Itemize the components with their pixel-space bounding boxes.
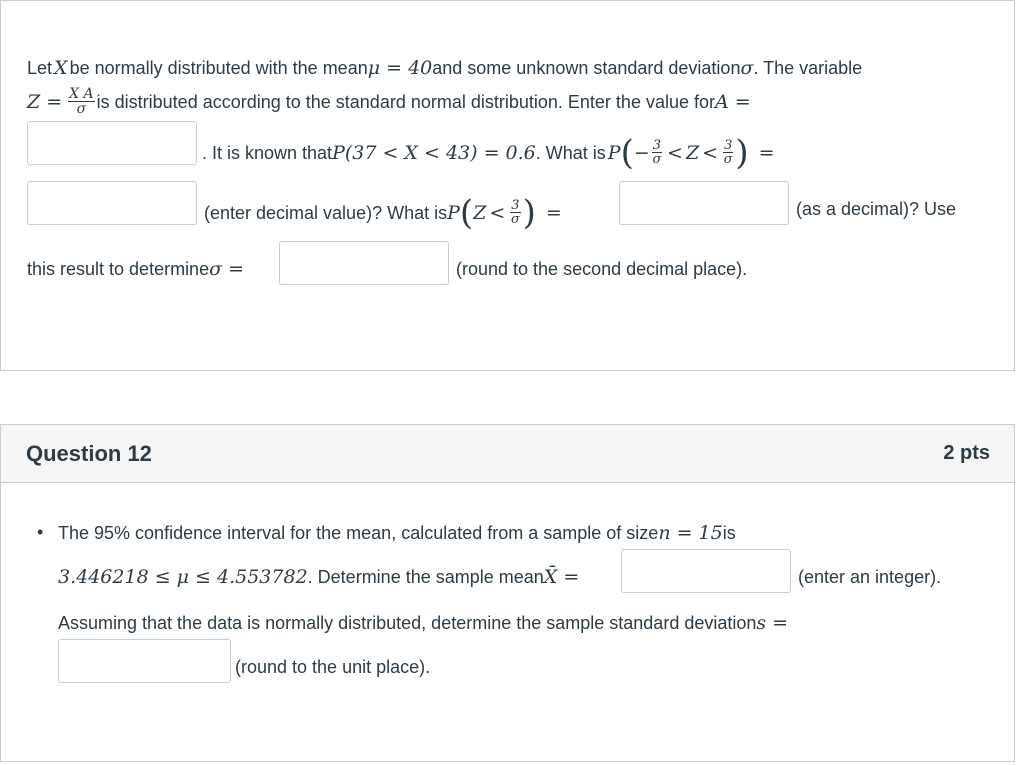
- q11-text: . What is: [535, 143, 606, 163]
- q11-line-2: Z = $\frac{\text{X A}}{\sigma}$ is distributed according to the standard normal distribution. Enter the value for A =: [27, 86, 751, 117]
- q12-line-2b: [798, 566, 941, 588]
- q11-text: (enter decimal value)? What is: [204, 203, 448, 223]
- q11-line-4b: [796, 198, 956, 220]
- q12-line-4: [235, 656, 430, 678]
- sample-size-equation: n = 15: [658, 522, 723, 544]
- answer-sample-mean-input[interactable]: [621, 549, 791, 593]
- question-header: [1, 425, 1014, 483]
- question-points: 2 pts: [943, 442, 990, 464]
- q12-text: The 95% confidence interval for the mean, calculated from a sample of size: [58, 523, 659, 543]
- q12-line-3: [58, 612, 788, 634]
- a-equation: A =: [715, 91, 751, 113]
- sample-sd-equation: s =: [756, 612, 789, 634]
- answer-a-input[interactable]: [27, 121, 197, 165]
- q11-text: . It is known that: [202, 143, 333, 163]
- q11-line-1: [27, 57, 862, 79]
- q12-line-1: [58, 522, 736, 544]
- q12-line-2: [58, 566, 579, 588]
- q11-text: is distributed according to the standard normal distribution. Enter the value for: [96, 92, 715, 112]
- q11-line-5b: [456, 258, 747, 280]
- q12-text: Assuming that the data is normally distributed, determine the sample standard deviation: [58, 613, 757, 633]
- mean-equation: μ = 40: [367, 57, 433, 79]
- question-11-panel: [0, 0, 1015, 371]
- sigma-equation: σ =: [209, 258, 245, 280]
- q11-text: . The variable: [753, 58, 863, 78]
- answer-sigma-input[interactable]: [279, 241, 449, 285]
- three-over-sigma: $\frac{3}{\sigma}$: [511, 198, 520, 227]
- z-fraction-numerator: X A: [69, 86, 94, 102]
- answer-prob-between-input[interactable]: [27, 181, 197, 225]
- probability-given: P(37 < X < 43) = 0.6: [332, 142, 536, 164]
- q11-text: (round to the second decimal place).: [456, 259, 748, 279]
- q11-line-4: (enter decimal value)? What is P ( Z < $\frac{3}{\sigma}$ ) =: [204, 193, 562, 233]
- q11-text: Let: [27, 58, 53, 78]
- q11-line-3: . It is known that P(37 < X < 43) = 0.6 . What is P ( − $\frac{3}{\sigma}$ < Z < $\frac{3}{\sigma}$ ) =: [202, 133, 775, 173]
- question-title: Question 12: [26, 440, 152, 466]
- q12-text: . Determine the sample mean: [307, 567, 544, 587]
- q12-text: is: [722, 523, 736, 543]
- var-x: X: [54, 57, 68, 79]
- bullet-icon: •: [37, 522, 44, 542]
- three-over-sigma: $\frac{3}{\sigma}$: [652, 138, 662, 167]
- sigma-symbol: σ: [740, 57, 754, 79]
- q12-text: (enter an integer).: [798, 567, 942, 587]
- answer-prob-less-input[interactable]: [619, 181, 789, 225]
- q11-text: be normally distributed with the mean: [69, 58, 368, 78]
- z-fraction: [68, 88, 95, 116]
- three-over-sigma: $\frac{3}{\sigma}$: [723, 138, 733, 167]
- q11-text: and some unknown standard deviation: [432, 58, 741, 78]
- confidence-interval: 3.446218 ≤ μ ≤ 4.553782: [58, 566, 308, 588]
- sample-mean-equation: X̄ =: [543, 566, 580, 588]
- q12-text: (round to the unit place).: [235, 657, 431, 677]
- q11-text: this result to determine: [27, 259, 210, 279]
- question-12-panel: [0, 424, 1015, 762]
- q11-text: (as a decimal)? Use: [796, 199, 957, 219]
- var-z: Z: [27, 91, 41, 113]
- z-fraction-denominator: σ: [76, 101, 87, 117]
- answer-sample-sd-input[interactable]: [58, 639, 231, 683]
- q11-line-5: [27, 258, 244, 280]
